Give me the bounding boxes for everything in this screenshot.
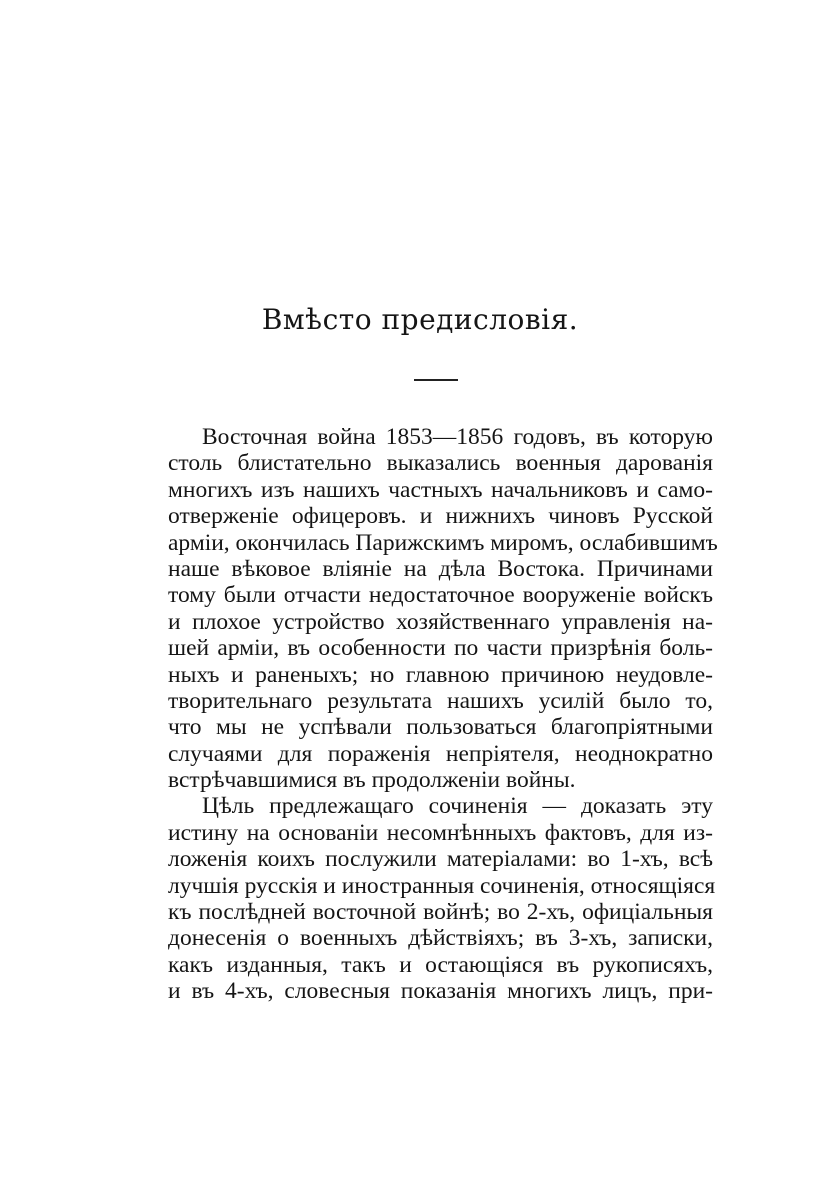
text-line: Восточная война 1853—1856 годовъ, въ которую [202, 424, 713, 450]
page-title: Вмѣсто предисловія. [261, 303, 579, 336]
text-line: Цѣль предлежащаго сочиненія — доказать эту [202, 793, 713, 820]
text-line: и плохое устройство хозяйственнаго управленія на- [168, 608, 713, 635]
text-line: ложенія коихъ послужили матеріалами: во 1-хъ, всѣ [168, 846, 713, 873]
text-line: столь блистательно выказались военныя дарованія [168, 450, 713, 477]
text-line: случаями для пораженія непріятеля, неоднократно [168, 740, 713, 767]
text-line: наше вѣковое вліяніе на дѣла Востока. Причинами [168, 555, 713, 582]
text-line: многихъ изъ нашихъ частныхъ начальниковъ и само- [168, 476, 713, 503]
text-line: отверженіе офицеровъ. и нижнихъ чиновъ Русской [168, 503, 713, 530]
title-divider [414, 379, 458, 381]
text-line: лучшія русскія и иностранныя сочиненія, относящіяся [168, 872, 716, 899]
text-line: ныхъ и раненыхъ; но главною причиною неудовле- [168, 661, 713, 688]
body-text [168, 424, 718, 1005]
text-line: встрѣчавшимися въ продолженіи войны. [168, 767, 576, 794]
text-line: что мы не успѣвали пользоваться благопріятными [168, 714, 713, 741]
text-line: тому были отчасти недостаточное вооруженіе войскъ [168, 582, 713, 609]
text-line: шей арміи, въ особенности по части призрѣнія боль- [168, 635, 713, 662]
text-line: къ послѣдней восточной войнѣ; во 2-хъ, офиціальныя [168, 899, 713, 926]
text-line: донесенія о военныхъ дѣйствіяхъ; въ 3-хъ, записки, [168, 925, 713, 952]
text-line: и въ 4-хъ, словесныя показанія многихъ лицъ, при- [168, 978, 713, 1005]
text-line: творительнаго результата нашихъ усилій было то, [168, 687, 713, 714]
text-line: арміи, окончилась Парижскимъ миромъ, ослабившимъ [168, 529, 718, 556]
text-line: какъ изданныя, такъ и остающіяся въ рукописяхъ, [168, 951, 713, 978]
text-line: истину на основаніи несомнѣнныхъ фактовъ, для из- [168, 819, 713, 846]
